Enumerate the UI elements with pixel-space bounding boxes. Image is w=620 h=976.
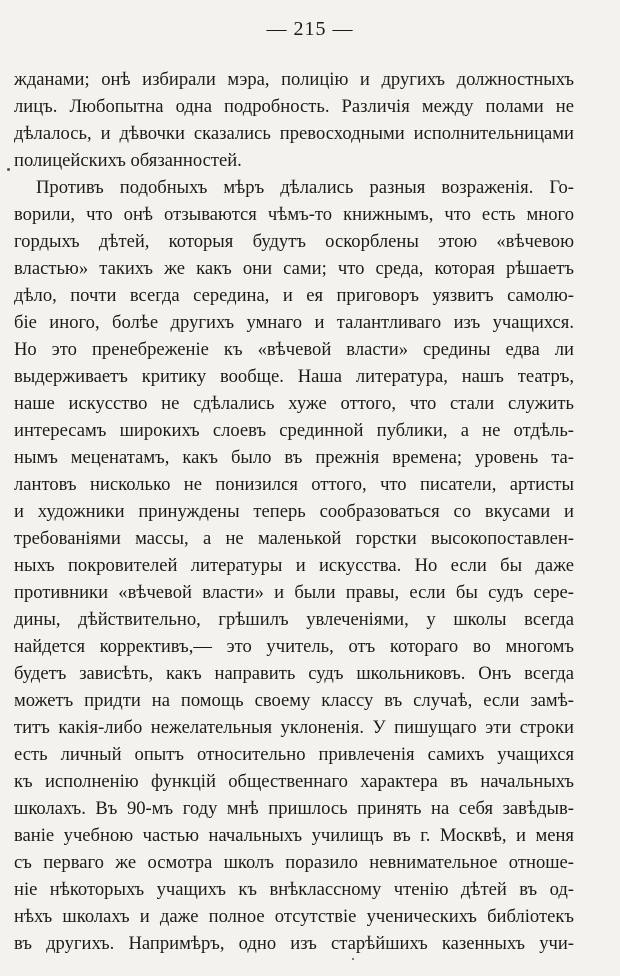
text-line: выдерживаетъ критику вообще. Наша литература, нашъ театръ, bbox=[14, 366, 574, 387]
page-number: — 215 — bbox=[266, 18, 354, 40]
text-line: дѣло, почти всегда середина, и ея приговоръ уязвитъ самолю- bbox=[14, 285, 574, 306]
text-line: титъ какія-либо нежелательныя уклоненія. У пишущаго эти строки bbox=[14, 717, 574, 738]
body-text bbox=[14, 66, 574, 957]
text-line: съ перваго же осмотра школъ поразило невнимательное отноше- bbox=[14, 852, 574, 873]
text-line: гордыхъ дѣтей, которыя будутъ оскорблены этою «вѣчевою bbox=[14, 231, 574, 252]
text-line: Но это пренебреженіе къ «вѣчевой власти» средины едва ли bbox=[14, 339, 574, 360]
text-line: ніе нѣкоторыхъ учащихъ къ внѣклассному чтенію дѣтей въ од- bbox=[14, 879, 574, 900]
text-line: властью» такихъ же какъ они сами; что среда, которая рѣшаетъ bbox=[14, 258, 574, 279]
print-speck bbox=[7, 168, 10, 171]
text-line: біе иного, болѣе другихъ умнаго и талантливаго изъ учащихся. bbox=[14, 312, 574, 333]
text-line: въ другихъ. Напримѣръ, одно изъ старѣйшихъ казенныхъ учи- bbox=[14, 933, 574, 954]
text-line: къ исполненію функцій общественнаго характера въ начальныхъ bbox=[14, 771, 574, 792]
text-line: интересамъ широкихъ слоевъ срединной публики, а не отдѣль- bbox=[14, 420, 574, 441]
text-line: есть личный опытъ относительно привлеченія самихъ учащихся bbox=[14, 744, 574, 765]
text-line: жданами; онѣ избирали мэра, полицію и другихъ должностныхъ bbox=[14, 69, 574, 90]
text-line: найдется коррективъ,— это учитель, отъ котораго во многомъ bbox=[14, 636, 574, 657]
text-line: дѣлалось, и дѣвочки сказались превосходными исполнительницами bbox=[14, 123, 574, 144]
text-line: дины, дѣйствительно, грѣшилъ увлеченіями, у школы всегда bbox=[14, 609, 574, 630]
text-line: нымъ меценатамъ, какъ было въ прежнія времена; уровень та- bbox=[14, 447, 574, 468]
paragraph-start-line: Противъ подобныхъ мѣръ дѣлались разныя возраженія. Го- bbox=[36, 177, 574, 198]
text-line: лантовъ нисколько не понизился оттого, что писатели, артисты bbox=[14, 474, 574, 495]
text-line: ваніе учебною частью начальныхъ училищъ въ г. Москвѣ, и меня bbox=[14, 825, 574, 846]
text-line: ворили, что онѣ отзываются чѣмъ-то книжнымъ, что есть много bbox=[14, 204, 574, 225]
text-line: нѣхъ школахъ и даже полное отсутствіе ученическихъ библіотекъ bbox=[14, 906, 574, 927]
text-line: лицъ. Любопытна одна подробность. Различія между полами не bbox=[14, 96, 574, 117]
text-line: школахъ. Въ 90-мъ году мнѣ пришлось принять на себя завѣдыв- bbox=[14, 798, 574, 819]
text-line: противники «вѣчевой власти» и были правы, если бы судъ сере- bbox=[14, 582, 574, 603]
text-line: и художники принуждены теперь сообразоваться со вкусами и bbox=[14, 501, 574, 522]
text-line: можетъ придти на помощь своему классу въ случаѣ, если замѣ- bbox=[14, 690, 574, 711]
print-speck bbox=[352, 958, 354, 960]
text-line: требованіями массы, а не маленькой горстки высокопоставлен- bbox=[14, 528, 574, 549]
text-line: наше искусство не сдѣлались хуже оттого, что стали служить bbox=[14, 393, 574, 414]
text-line: полицейскихъ обязанностей. bbox=[14, 150, 242, 171]
text-line: будетъ зависѣть, какъ направить судъ школьниковъ. Онъ всегда bbox=[14, 663, 574, 684]
text-line: ныхъ покровителей литературы и искусства. Но если бы даже bbox=[14, 555, 574, 576]
